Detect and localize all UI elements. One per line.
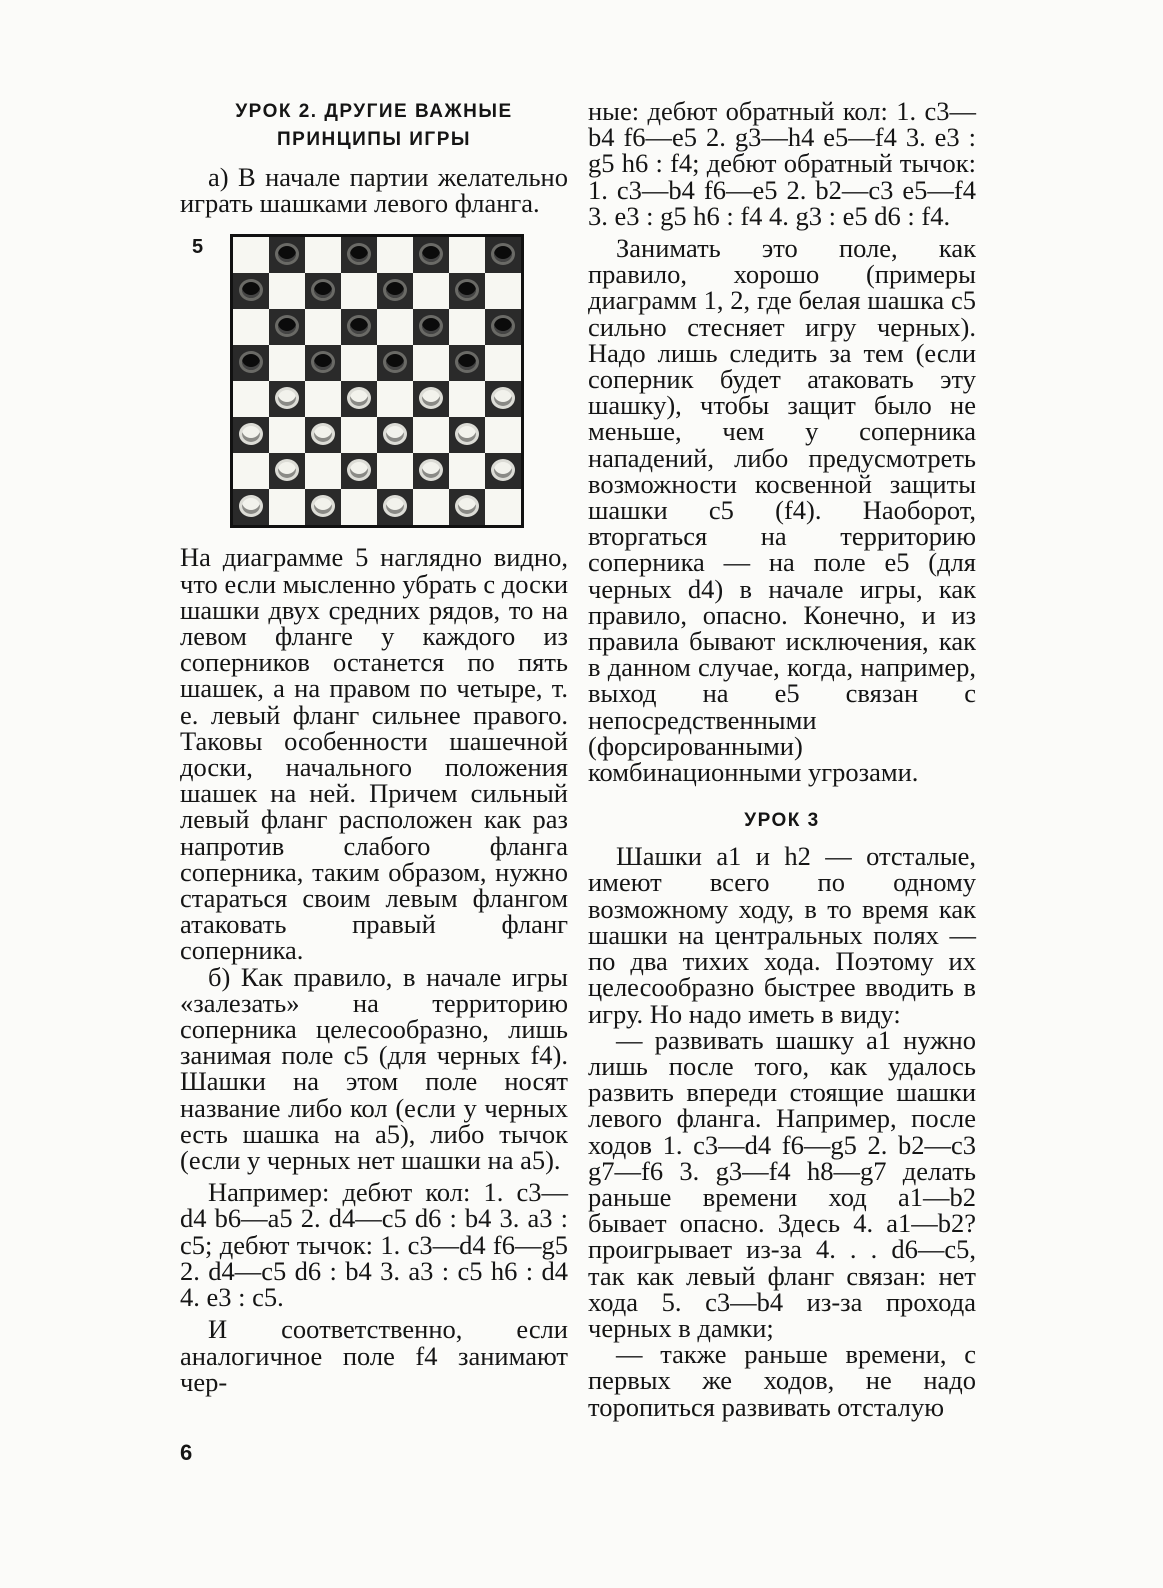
black-checker [275,315,299,337]
white-checker [419,459,443,481]
board-dark-square [377,345,413,381]
left-column [180,98,568,1395]
black-checker [311,351,335,373]
board-light-square [305,309,341,345]
board-light-square [377,381,413,417]
diagram-number: 5 [192,236,204,259]
board-dark-square [269,309,305,345]
board-light-square [377,309,413,345]
paragraph-similar: И соответственно, если аналогичное поле f4 занимают чер- [180,1314,568,1397]
board-dark-square [377,489,413,525]
board-dark-square [449,273,485,309]
board-light-square [269,489,305,525]
white-checker [491,387,515,409]
lesson2-heading [180,98,568,154]
board-dark-square [305,489,341,525]
board-dark-square [233,273,269,309]
lesson2-heading-line1: УРОК 2. ДРУГИЕ ВАЖНЫЕ [235,101,513,122]
black-checker [239,351,263,373]
board-dark-square [305,273,341,309]
board-light-square [449,309,485,345]
board-dark-square [233,417,269,453]
board-light-square [413,345,449,381]
paragraph-a: а) В начале партии желательно играть шашками левого фланга. [180,162,568,219]
white-checker [347,387,371,409]
board-dark-square [377,417,413,453]
diagram-5 [180,234,568,534]
board-dark-square [341,309,377,345]
board-dark-square [413,453,449,489]
black-checker [239,279,263,301]
board-light-square [269,417,305,453]
board-light-square [485,417,521,453]
board-dark-square [449,417,485,453]
black-checker [311,279,335,301]
white-checker [239,495,263,517]
paragraph-example: Например: дебют кол: 1. с3—d4 b6—а5 2. d4—с5 d6 : b4 3. а3 : с5; дебют тычок: 1. с3—d4 f6—g5 2. d4—с5 d6 : b4 3. а3 : с5 h6 : d4 4. е3 : с5. [180,1177,568,1313]
white-checker [455,423,479,445]
right-column [588,98,976,1420]
board-light-square [305,237,341,273]
board-light-square [485,345,521,381]
white-checker [311,495,335,517]
paragraph-occupy-field: Занимать это поле, как правило, хорошо (примеры диаграмм 1, 2, где белая шашка с5 сильно стесняет игру черных). Надо лишь следить за тем (если соперник будет атаковать эту шашку), чтобы защит было не меньше, чем у соперника нападений, либо предусмотреть возможности косвенной защиты шашки с5 (f4). Наоборот, вторгаться на территорию соперника — на поле е5 (для черных d4) в начале игры, как правило, опасно. Конечно, и из правила бывают исключения, как в данном случае, когда, например, выход на е5 связан с непосредственными (форсированными) комбинационными угрозами. [588,233,976,788]
board-dark-square [269,237,305,273]
white-checker [275,459,299,481]
board-light-square [233,381,269,417]
black-checker [347,243,371,265]
white-checker [311,423,335,445]
page-number: 6 [180,1440,193,1465]
board-dark-square [377,273,413,309]
paragraph-lesson3: Шашки а1 и h2 — отсталые, имеют всего по одному возможному ходу, в то время как шашки на центральных полях — по два тихих хода. Поэтому их целесообразно быстрее вводить в игру. Но надо иметь в виду: [588,841,976,1029]
board-light-square [233,309,269,345]
board-light-square [269,273,305,309]
black-checker [491,315,515,337]
board-dark-square [413,309,449,345]
white-checker [491,459,515,481]
paragraph-diagram: На диаграмме 5 наглядно видно, что если мысленно убрать с доски шашки двух средних рядов, то на левом фланге у каждого из соперников останется по пять шашек, а на правом по четыре, т. е. левый фланг сильнее правого. Таковы особенности шашечной доски, начального положения шашек на ней. Причем сильный левый фланг расположен как раз напротив слабого фланга соперника, таким образом, нужно стараться своим левым флангом атаковать правый фланг соперника. [180,542,568,966]
board-dark-square [449,345,485,381]
board-light-square [377,237,413,273]
board-light-square [233,237,269,273]
board-light-square [485,273,521,309]
board-light-square [413,489,449,525]
black-checker [383,351,407,373]
board-light-square [449,381,485,417]
board-light-square [413,417,449,453]
board-light-square [305,381,341,417]
white-checker [383,423,407,445]
checkers-board [230,234,524,528]
board-light-square [341,417,377,453]
board-light-square [341,345,377,381]
black-checker [275,243,299,265]
black-checker [347,315,371,337]
black-checker [491,243,515,265]
board-dark-square [305,417,341,453]
black-checker [383,279,407,301]
board-dark-square [413,237,449,273]
board-light-square [449,237,485,273]
white-checker [275,387,299,409]
board-light-square [413,273,449,309]
board-dark-square [233,345,269,381]
paragraph-dash2: — также раньше времени, с первых же ходов, не надо торопиться развивать отсталую [588,1339,976,1422]
board-light-square [449,453,485,489]
board-light-square [485,489,521,525]
white-checker [383,495,407,517]
board-dark-square [485,453,521,489]
black-checker [419,243,443,265]
paragraph-b: б) Как правило, в начале игры «залезать» на территорию соперника целесообразно, лишь занимая поле с5 (для черных f4). Шашки на этом поле носят название либо кол (если у черных есть шашка на а5), либо тычок (если у черных нет шашки на а5). [180,961,568,1176]
board-dark-square [485,381,521,417]
white-checker [455,495,479,517]
board-dark-square [341,453,377,489]
board-dark-square [341,237,377,273]
black-checker [455,279,479,301]
board-dark-square [269,381,305,417]
board-dark-square [341,381,377,417]
board-dark-square [449,489,485,525]
board-dark-square [305,345,341,381]
board-dark-square [485,309,521,345]
board-light-square [269,345,305,381]
paragraph-continuation: ные: дебют обратный кол: 1. с3—b4 f6—е5 2. g3—h4 е5—f4 3. е3 : g5 h6 : f4; дебют обратный тычок: 1. с3—b4 f6—е5 2. b2—с3 е5—f4 3. е3 : g5 h6 : f4 4. g3 : е5 d6 : f4. [588,96,976,231]
black-checker [419,315,443,337]
black-checker [455,351,479,373]
board-dark-square [233,489,269,525]
white-checker [347,459,371,481]
board-light-square [305,453,341,489]
board-dark-square [413,381,449,417]
board-dark-square [485,237,521,273]
board-light-square [377,453,413,489]
white-checker [419,387,443,409]
lesson2-heading-line2: ПРИНЦИПЫ ИГРЫ [277,129,471,150]
white-checker [239,423,263,445]
lesson3-heading: УРОК 3 [744,810,820,832]
board-dark-square [269,453,305,489]
paragraph-dash1: — развивать шашку а1 нужно лишь после того, как удалось развить впереди стоящие шашки левого фланга. Например, после ходов 1. с3—d4 f6—g5 2. b2—с3 g7—f6 3. g3—f4 h8—g7 делать раньше времени ход а1—b2 бывает опасно. Здесь 4. а1—b2? проигрывает из-за 4. . . d6—с5, так как левый фланг связан: нет хода 5. с3—b4 из-за прохода черных в дамки; [588,1024,976,1343]
board-light-square [341,273,377,309]
board-light-square [341,489,377,525]
board-light-square [233,453,269,489]
